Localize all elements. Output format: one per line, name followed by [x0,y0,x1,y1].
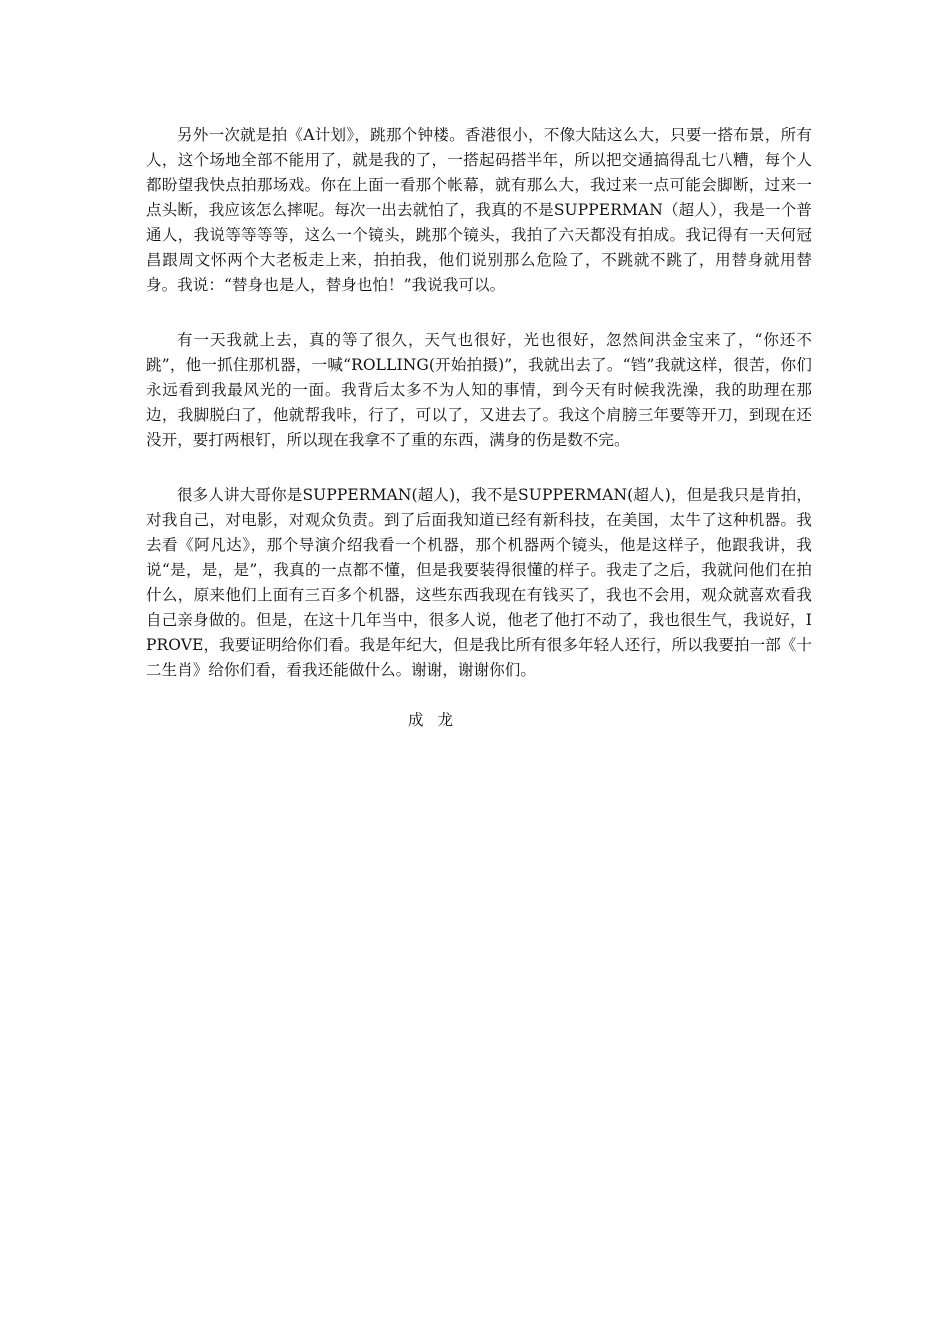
author-signature: 成龙 [408,711,467,729]
document-body [146,123,812,713]
paragraph-1: 另外一次就是拍《A计划》，跳那个钟楼。香港很小，不像大陆这么大，只要一搭布景，所有人，这个场地全部不能用了，就是我的了，一搭起码搭半年，所以把交通搞得乱七八糟，每个人都盼望我快点拍那场戏。你在上面一看那个帐幕，就有那么大，我过来一点可能会脚断，过来一点头断，我应该怎么摔呢。每次一出去就怕了，我真的不是SUPPERMAN（超人），我是一个普通人，我说等等等等，这么一个镜头，跳那个镜头，我拍了六天都没有拍成。我记得有一天何冠昌跟周文怀两个大老板走上来，拍拍我，他们说别那么危险了，不跳就不跳了，用替身就用替身。我说：“替身也是人，替身也怕！”我说我可以。 [146,126,812,294]
paragraph-2: 有一天我就上去，真的等了很久，天气也很好，光也很好，忽然间洪金宝来了，“你还不跳”，他一抓住那机器，一喊“ROLLING(开始拍摄)”，我就出去了。“铛”我就这样，很苦，你们永远看到我最风光的一面。我背后太多不为人知的事情，到今天有时候我洗澡，我的助理在那边，我脚脱臼了，他就帮我咔，行了，可以了，又进去了。我这个肩膀三年要等开刀，到现在还没开，要打两根钉，所以现在我拿不了重的东西，满身的伤是数不完。 [146,331,812,449]
paragraph-3: 很多人讲大哥你是SUPPERMAN(超人)，我不是SUPPERMAN(超人)，但是我只是肯拍，对我自己，对电影，对观众负责。到了后面我知道已经有新科技，在美国，太牛了这种机器。我去看《阿凡达》，那个导演介绍我看一个机器，那个机器两个镜头，他是这样子，他跟我讲，我说“是，是，是”，我真的一点都不懂，但是我要装得很懂的样子。我走了之后，我就问他们在拍什么，原来他们上面有三百多个机器，这些东西我现在有钱买了，我也不会用，观众就喜欢看我自己亲身做的。但是，在这十几年当中，很多人说，他老了他打不动了，我也很生气，我说好，I PROVE，我要证明给你们看。我是年纪大，但是我比所有很多年轻人还行，所以我要拍一部《十二生肖》给你们看，看我还能做什么。谢谢，谢谢你们。 [146,486,812,679]
